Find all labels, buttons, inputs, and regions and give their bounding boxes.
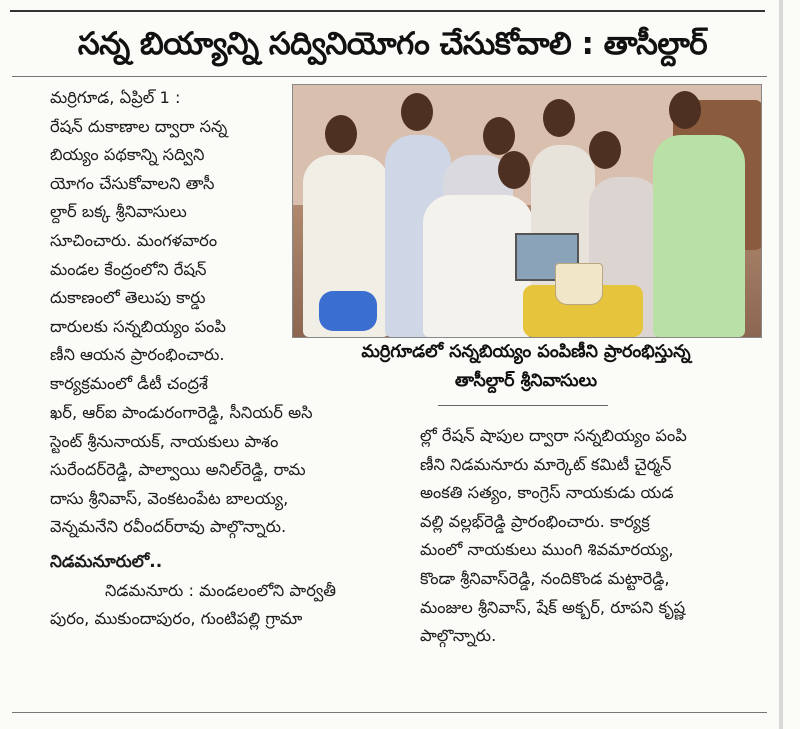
- section-subheading: నిడమనూరులో..: [50, 551, 163, 572]
- headline: సన్న బియ్యాన్ని సద్వినియోగం చేసుకోవాలి : తాసీల్దార్: [77, 26, 708, 62]
- news-photo: [292, 84, 762, 338]
- photo-person-head: [543, 99, 575, 137]
- photo-person: [653, 135, 745, 337]
- photo-bucket: [555, 263, 603, 305]
- article-line: స్టెంట్ శ్రీనునాయక్, నాయకులు పాశం: [50, 431, 279, 451]
- article-line: వల్లి వల్లభ్‌రెడ్డి ప్రారంభించారు. కార్యక్ర: [420, 511, 650, 531]
- photo-person-head: [589, 131, 621, 169]
- article-line: అంకతి సత్యం, కాంగ్రెస్ నాయకుడు యడ: [420, 483, 674, 503]
- article-line: యోగం చేసుకోవాలని తాసీ: [50, 173, 215, 193]
- article-line: ల్దార్ బక్క శ్రీనివాసులు: [50, 202, 187, 222]
- article-line: బియ్యం పథకాన్ని సద్విని: [50, 145, 205, 165]
- caption-line: మర్రిగూడలో సన్నబియ్యం పంపిణీని ప్రారంభిస్తున్న: [361, 342, 691, 362]
- photo-person-head: [401, 93, 433, 131]
- photo-blue-bag: [319, 291, 377, 331]
- article-line: సూచించారు. మంగళవారం: [50, 230, 218, 250]
- article-line: దారులకు సన్నబియ్యం పంపి: [50, 316, 227, 336]
- article-line: ల్లో రేషన్ షాపుల ద్వారా సన్నబియ్యం పంపి: [420, 426, 687, 445]
- bottom-rule: [12, 712, 767, 713]
- top-rule: [10, 10, 765, 12]
- article-line: ణీని నిడమనూరు మార్కెట్ కమిటీ చైర్మన్: [420, 454, 672, 474]
- article-line: నిడమనూరు : మండలంలోని పార్వతీ: [105, 580, 337, 600]
- article-line: కార్యక్రమంలో డీటీ చంద్రశే: [50, 373, 209, 393]
- photo-person-head: [483, 117, 515, 155]
- page-edge: [779, 0, 783, 729]
- photo-person-head: [498, 151, 530, 189]
- right-article-column: [420, 422, 765, 651]
- photo-caption: [292, 338, 760, 396]
- left-article-column-wide: [50, 399, 410, 634]
- photo-person-head: [325, 115, 357, 153]
- article-line: వెన్నమనేని రవీందర్‌రావు పాల్గొన్నారు.: [50, 517, 287, 537]
- article-line: ణీని ఆయన ప్రారంభించారు.: [50, 345, 225, 365]
- article-line: కొండా శ్రీనివాస్‌రెడ్డి, నందికొండ మట్టారెడ్డి,: [420, 568, 670, 588]
- article-line: పురం, ముకుందాపురం, గుంటిపల్లి గ్రామా: [50, 609, 303, 629]
- article-line: దుకాణంలో తెలుపు కార్డు: [50, 288, 206, 308]
- article-line: ఖర్, ఆర్ఐ పాండురంగారెడ్డి, సీనియర్ అసి: [50, 403, 313, 422]
- article-line: పాల్గొన్నారు.: [420, 626, 497, 646]
- photo-person-head: [669, 91, 701, 129]
- caption-divider: [438, 405, 608, 406]
- article-line: సురేందర్‌రెడ్డి, పాల్వాయి అనిల్‌రెడ్డి, రామ: [50, 460, 306, 480]
- article-line: మంజుల శ్రీనివాస్, షేక్ అక్బర్, రూపని కృష్ణ: [420, 597, 686, 617]
- article-line: రేషన్ దుకాణాల ద్వారా సన్న: [50, 116, 228, 136]
- article-line: మండల కేంద్రంలోని రేషన్: [50, 259, 207, 279]
- caption-line: తాసీల్దార్ శ్రీనివాసులు: [454, 371, 598, 391]
- headline-divider: [12, 76, 767, 77]
- article-line: మంలో నాయకులు ముంగి శివమారయ్య,: [420, 540, 674, 560]
- article-line: మర్రిగూడ, ఏప్రిల్ 1 :: [50, 88, 181, 107]
- article-line: దాసు శ్రీనివాస్, వెంకటంపేట బాలయ్య,: [50, 488, 289, 508]
